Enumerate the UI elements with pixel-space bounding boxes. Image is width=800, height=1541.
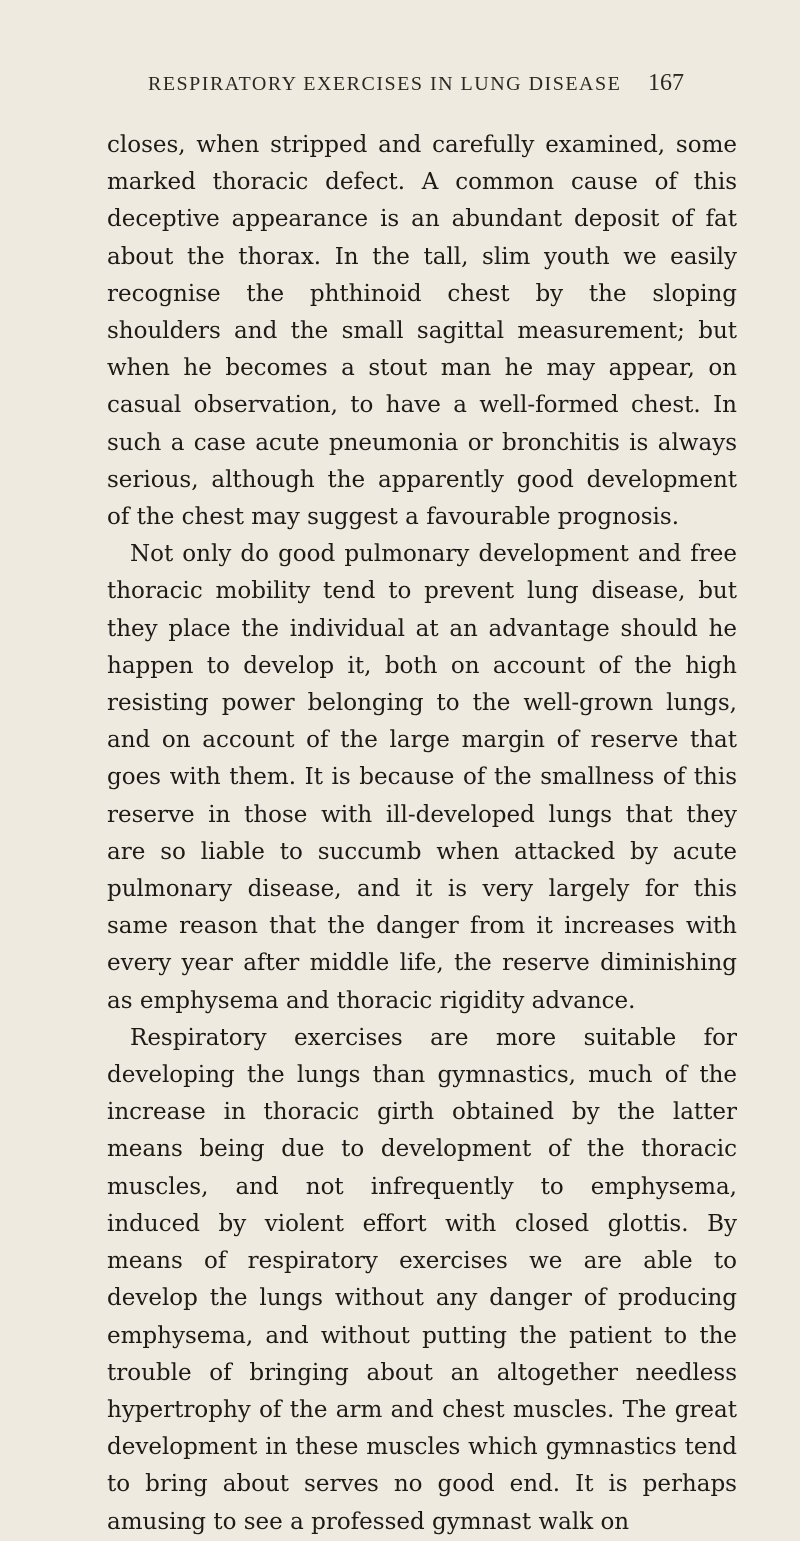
- running-title: RESPIRATORY EXERCISES IN LUNG DISEASE: [148, 73, 622, 95]
- paragraph-2: Not only do good pulmonary development and free thoracic mobility tend to prevent lung disease, but they place the individual at an advantage should he happen to develop it, both on account of the high resisting power belonging to the well-grown lungs, and on account of the large margin of reserve that goes with them. It is because of the smallness of this reserve in those with ill-developed lungs that they are so liable to succumb when attacked by acute pulmonary disease, and it is very largely for this same reason that the danger from it increases with every year after middle life, the reserve diminishing as emphysema and thoracic rigidity advance.: [107, 541, 737, 1014]
- running-head: [148, 70, 684, 100]
- body-text: [107, 127, 737, 1541]
- paragraph-1: closes, when stripped and carefully examined, some marked thoracic defect. A common cause of this deceptive appearance is an abundant deposit of fat about the thorax. In the tall, slim youth we easily recognise the phthinoid chest by the sloping shoulders and the small sagittal measurement; but when he becomes a stout man he may appear, on casual observation, to have a well-formed chest. In such a case acute pneumonia or bronchitis is always serious, although the apparently good development of the chest may suggest a favourable prognosis.: [107, 132, 737, 531]
- paragraph-3: Respiratory exercises are more suitable for developing the lungs than gymnastics, much of the increase in thoracic girth obtained by the latter means being due to development of the thoracic muscles, and not infrequently to emphysema, induced by violent effort with closed glottis. By means of respiratory exercises we are able to develop the lungs without any danger of producing emphysema, and without putting the patient to the trouble of bringing about an altogether needless hypertrophy of the arm and chest muscles. The great development in these muscles which gymnastics tend to bring about serves no good end. It is perhaps amusing to see a professed gymnast walk on: [107, 1024, 737, 1535]
- page-number: 167: [648, 70, 684, 96]
